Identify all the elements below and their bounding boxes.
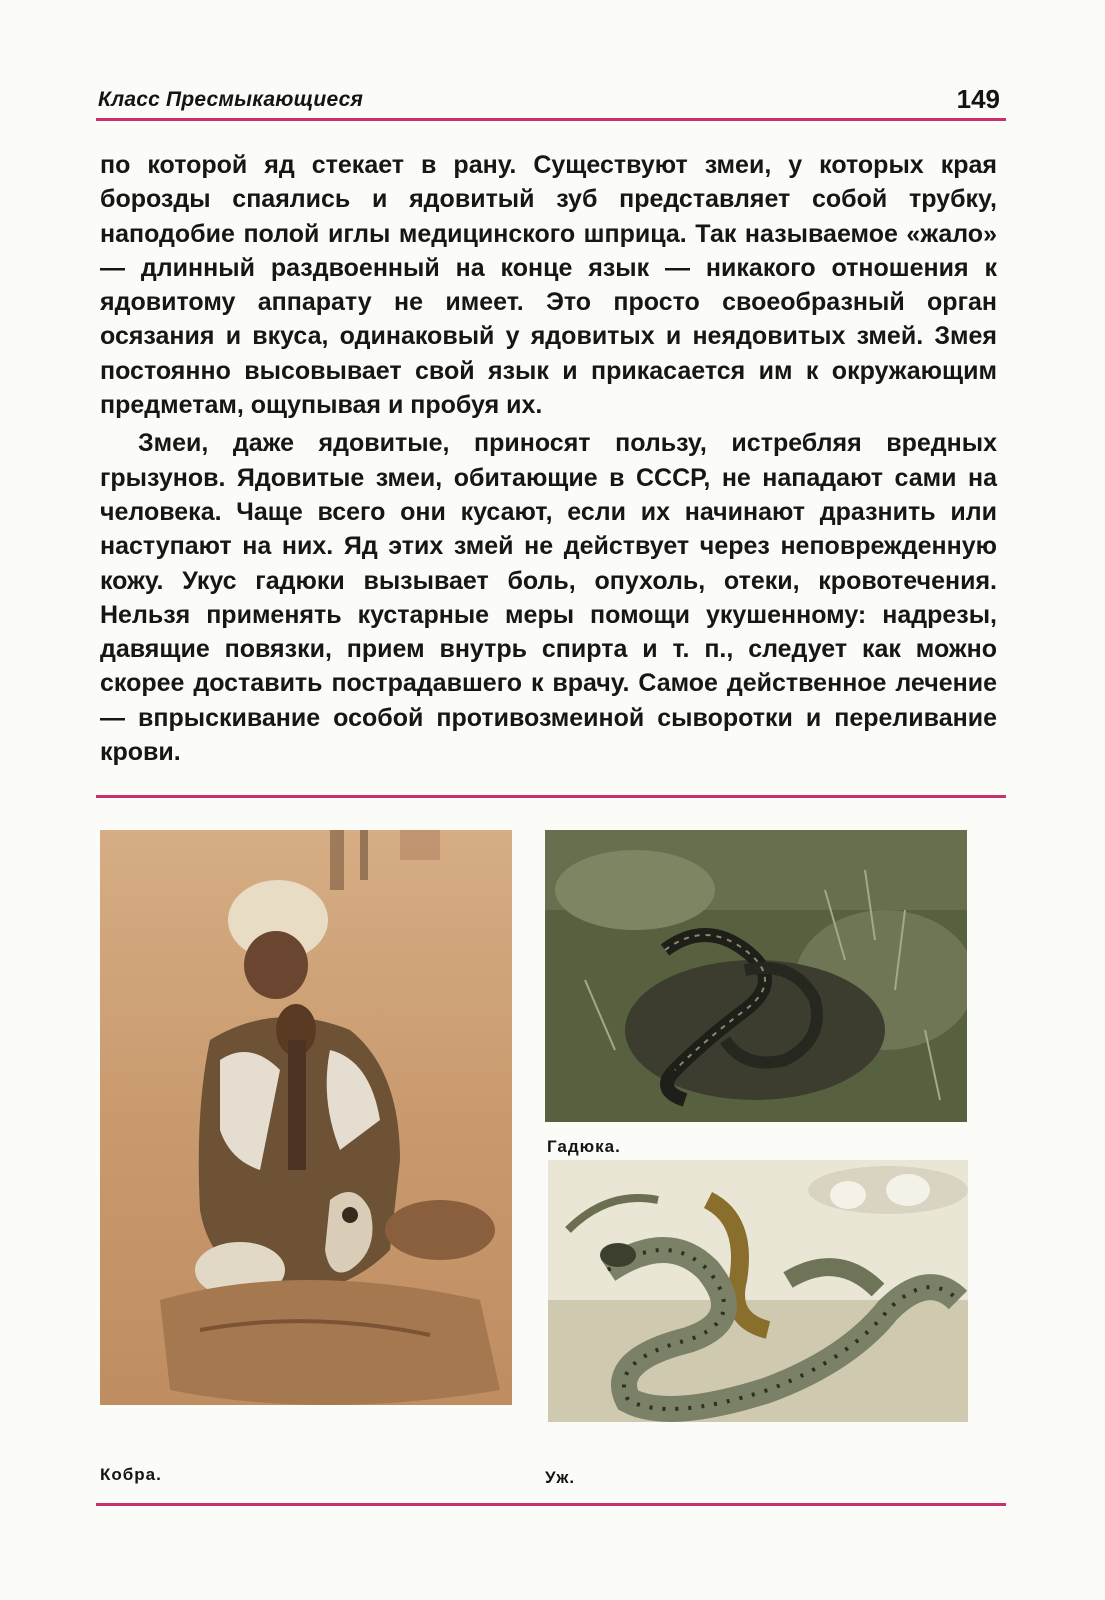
header-rule [96,118,1006,121]
page-header [96,78,1006,118]
paragraph-2: Змеи, даже ядовитые, приносят пользу, истребляя вредных грызунов. Ядовитые змеи, обитающие в СССР, не нападают сами на человека. Чаще всего они кусают, если их начинают дразнить или наступают на них. Яд этих змей не действует через неповрежденную кожу. Укус гадюки вызывает боль, опухоль, отеки, кровотечения. Нельзя применять кустарные меры помощи укушенному: надрезы, давящие повязки, прием внутрь спирта и т. п., следует как можно скорее доставить пострадавшего к врачу. Самое действенное лечение — впрыскивание особой противозмеиной сыворотки и переливание крови. [100,429,997,767]
page-number: 149 [956,84,1000,114]
grass-snake-caption: Уж. [545,1468,576,1487]
viper-caption: Гадюка. [547,1137,621,1156]
figure-top-rule [96,795,1006,798]
cobra-caption: Кобра. [100,1465,162,1484]
cobra-photo [100,830,512,1405]
body-text [100,148,997,769]
grass-snake-image [548,1160,968,1422]
running-title: Класс Пресмыкающиеся [98,88,364,111]
paragraph-1: по которой яд стекает в рану. Существуют змеи, у которых края борозды спаялись и ядовитый зуб представляет собой трубку, наподобие полой иглы медицинского шприца. Так называемое «жало» — длинный раздвоенный на конце язык — никакого отношения к ядовитому аппарату не имеет. Это просто своеобразный орган осязания и вкуса, одинаковый у ядовитых и неядовитых змей. Змея постоянно высовывает свой язык и прикасается им к окружающим предметам, ощупывая и пробуя их. [100,151,997,420]
viper-photo [545,830,967,1122]
figure-bottom-rule [96,1503,1006,1506]
